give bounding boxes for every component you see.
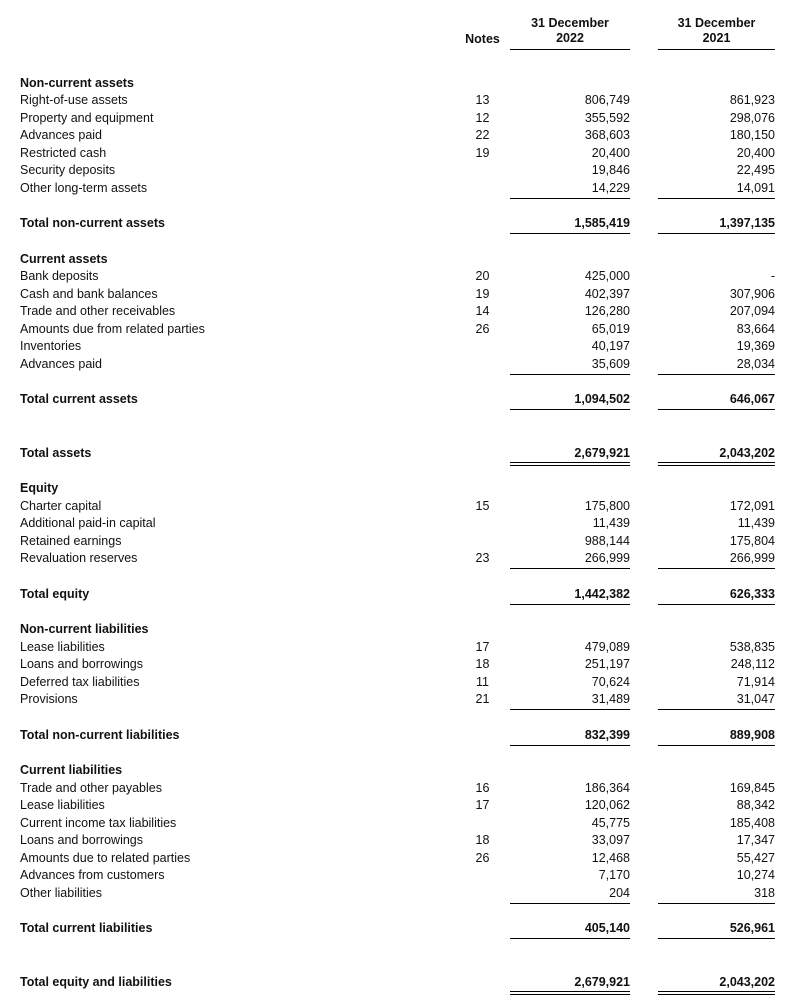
total-label: Total equity [20,586,90,601]
statement-section [20,760,775,954]
row-label: Provisions [20,692,78,706]
table-row [20,636,775,654]
notes-column-header: Notes [465,32,500,46]
total-label: Total current assets [20,392,138,406]
total-label: Total equity and liabilities [20,974,172,989]
row-value-2021: 175,804 [729,533,775,548]
total-label: Total assets [20,445,92,460]
row-note: 22 [475,128,490,142]
row-label: Security deposits [20,163,116,177]
row-value-2021: 83,664 [736,321,775,336]
row-value-2022: 175,800 [584,498,630,513]
section-title: Current liabilities [20,763,123,777]
row-value-2021: 14,091 [658,181,775,199]
table-row [20,777,775,795]
table-row [20,353,775,371]
row-label: Loans and borrowings [20,833,143,847]
row-label: Other liabilities [20,885,102,900]
col-header-2021-line1: 31 December [677,16,756,30]
total-label: Total non-current liabilities [20,727,180,742]
table-row [20,671,775,689]
table-row [20,177,775,195]
row-label: Amounts due to related parties [20,850,191,865]
table-row [20,795,775,813]
row-value-2022: 479,089 [584,639,630,654]
table-row [20,812,775,830]
row-value-2021: 318 [658,886,775,904]
table-row [20,90,775,108]
total-label: Total non-current assets [20,216,165,230]
row-value-2021: - [770,269,775,283]
section-title: Equity [20,481,59,495]
total-value-2021: 2,043,202 [658,446,775,466]
table-row [20,865,775,883]
row-label: Charter capital [20,498,102,513]
row-label: Cash and bank balances [20,286,158,301]
table-row [20,336,775,354]
statement-section [20,424,775,478]
row-note: 13 [475,93,490,107]
row-note: 19 [475,145,490,160]
row-value-2022: 20,400 [591,145,630,160]
row-label: Trade and other payables [20,780,162,795]
table-row [20,266,775,284]
row-value-2022: 204 [510,886,630,904]
total-row [20,724,775,742]
row-value-2022: 186,364 [584,780,630,795]
section-title: Current assets [20,251,108,266]
row-value-2021: 538,835 [729,639,775,654]
row-label: Current income tax liabilities [20,815,177,830]
row-value-2022: 70,624 [591,674,630,689]
total-row [20,583,775,601]
total-row [20,389,775,407]
row-value-2022: 31,489 [510,692,630,710]
row-value-2022: 266,999 [510,551,630,569]
section-title-row [20,760,775,778]
row-value-2021: 172,091 [729,498,775,513]
row-note: 23 [475,551,490,565]
row-value-2021: 207,094 [729,304,775,318]
section-title: Non-current liabilities [20,622,149,636]
col-header-2022 [510,16,630,50]
row-note: 26 [475,850,490,865]
row-value-2022: 45,775 [591,815,630,830]
total-value-2022: 2,679,921 [510,975,630,995]
row-value-2021: 20,400 [736,145,775,160]
table-row [20,830,775,848]
row-note: 14 [475,304,490,318]
total-row [20,971,775,989]
row-label: Revaluation reserves [20,551,138,565]
row-note: 17 [475,798,490,812]
table-row [20,847,775,865]
section-title: Non-current assets [20,75,134,90]
total-value-2022: 1,442,382 [510,587,630,605]
row-value-2022: 7,170 [598,868,630,882]
row-label: Restricted cash [20,145,107,160]
section-title-row [20,248,775,266]
table-row [20,548,775,566]
row-value-2022: 251,197 [584,657,630,671]
table-row [20,513,775,531]
row-value-2022: 368,603 [584,128,630,142]
row-label: Advances paid [20,356,103,371]
row-label: Amounts due from related parties [20,321,205,336]
statement-section [20,953,775,1007]
table-row [20,530,775,548]
table-row [20,107,775,125]
row-label: Right-of-use assets [20,93,128,107]
row-note: 20 [475,269,490,283]
header-label-spacer [20,16,455,50]
table-row [20,318,775,336]
row-label: Advances from customers [20,868,165,882]
table-row [20,160,775,178]
total-value-2022: 2,679,921 [510,446,630,466]
table-row [20,495,775,513]
row-value-2021: 31,047 [658,692,775,710]
total-value-2022: 405,140 [510,921,630,939]
row-note: 21 [475,692,490,706]
col-header-2021 [658,16,775,50]
row-value-2021: 180,150 [729,128,775,142]
total-value-2021: 626,333 [658,587,775,605]
row-value-2021: 55,427 [736,850,775,865]
row-value-2022: 402,397 [584,286,630,301]
row-value-2021: 11,439 [737,516,775,530]
table-row [20,689,775,707]
row-label: Trade and other receivables [20,304,176,318]
row-note: 18 [475,657,490,671]
row-note: 16 [475,780,490,795]
row-label: Inventories [20,339,82,353]
row-value-2022: 11,439 [592,516,630,530]
row-value-2021: 307,906 [729,286,775,301]
row-value-2021: 17,347 [736,833,775,847]
row-value-2021: 10,274 [736,868,775,882]
total-value-2021: 526,961 [658,921,775,939]
table-header [20,16,775,50]
col-header-2022-line1: 31 December [531,16,609,30]
row-value-2021: 22,495 [736,163,775,177]
row-note: 11 [476,674,489,689]
statement-body [20,72,775,1007]
row-label: Bank deposits [20,269,99,283]
row-value-2021: 861,923 [729,93,775,107]
total-row [20,918,775,936]
section-title-row [20,478,775,496]
total-value-2022: 1,094,502 [510,392,630,410]
column-gap [630,16,658,50]
row-value-2022: 14,229 [510,181,630,199]
row-note: 12 [475,110,490,125]
total-value-2021: 646,067 [658,392,775,410]
row-value-2022: 65,019 [591,321,630,336]
row-label: Lease liabilities [20,639,105,654]
total-row [20,213,775,231]
row-note: 19 [475,286,490,301]
row-value-2021: 169,845 [729,780,775,795]
row-value-2022: 12,468 [591,850,630,865]
row-value-2022: 126,280 [584,304,630,318]
col-header-2021-line2: 2021 [702,31,731,45]
table-row [20,882,775,900]
row-label: Lease liabilities [20,798,105,812]
row-note: 18 [475,833,490,847]
row-note: 26 [475,321,490,336]
row-value-2021: 19,369 [736,339,775,353]
row-label: Additional paid-in capital [20,516,156,530]
row-label: Other long-term assets [20,180,148,195]
row-label: Retained earnings [20,533,122,548]
total-value-2021: 1,397,135 [658,216,775,234]
table-row [20,301,775,319]
row-value-2022: 355,592 [584,110,630,125]
row-label: Loans and borrowings [20,657,143,671]
statement-section [20,478,775,619]
total-value-2022: 1,585,419 [510,216,630,234]
row-value-2021: 71,914 [736,674,775,689]
table-row [20,142,775,160]
row-value-2022: 806,749 [584,93,630,107]
total-value-2022: 832,399 [510,728,630,746]
row-note: 15 [475,498,490,513]
row-label: Advances paid [20,128,103,142]
statement-section [20,619,775,760]
total-value-2021: 2,043,202 [658,975,775,995]
row-value-2022: 40,197 [591,339,630,353]
row-value-2021: 248,112 [730,657,775,671]
row-value-2022: 19,846 [591,163,630,177]
row-value-2021: 28,034 [658,357,775,375]
total-label: Total current liabilities [20,921,153,935]
row-value-2022: 988,144 [584,533,630,548]
statement-section [20,72,775,248]
row-value-2022: 35,609 [510,357,630,375]
row-value-2021: 266,999 [658,551,775,569]
table-row [20,654,775,672]
table-row [20,125,775,143]
row-label: Deferred tax liabilities [20,674,140,689]
table-row [20,283,775,301]
section-title-row [20,72,775,90]
row-note: 17 [475,639,490,654]
statement-section [20,248,775,424]
row-value-2021: 88,342 [736,798,775,812]
total-value-2021: 889,908 [658,728,775,746]
total-row [20,442,775,460]
row-value-2021: 298,076 [729,110,775,125]
row-value-2022: 120,062 [584,798,630,812]
row-value-2022: 425,000 [584,269,630,283]
row-value-2022: 33,097 [591,833,630,847]
row-value-2021: 185,408 [729,815,775,830]
col-header-2022-line2: 2022 [556,31,584,45]
section-title-row [20,619,775,637]
row-label: Property and equipment [20,110,154,125]
